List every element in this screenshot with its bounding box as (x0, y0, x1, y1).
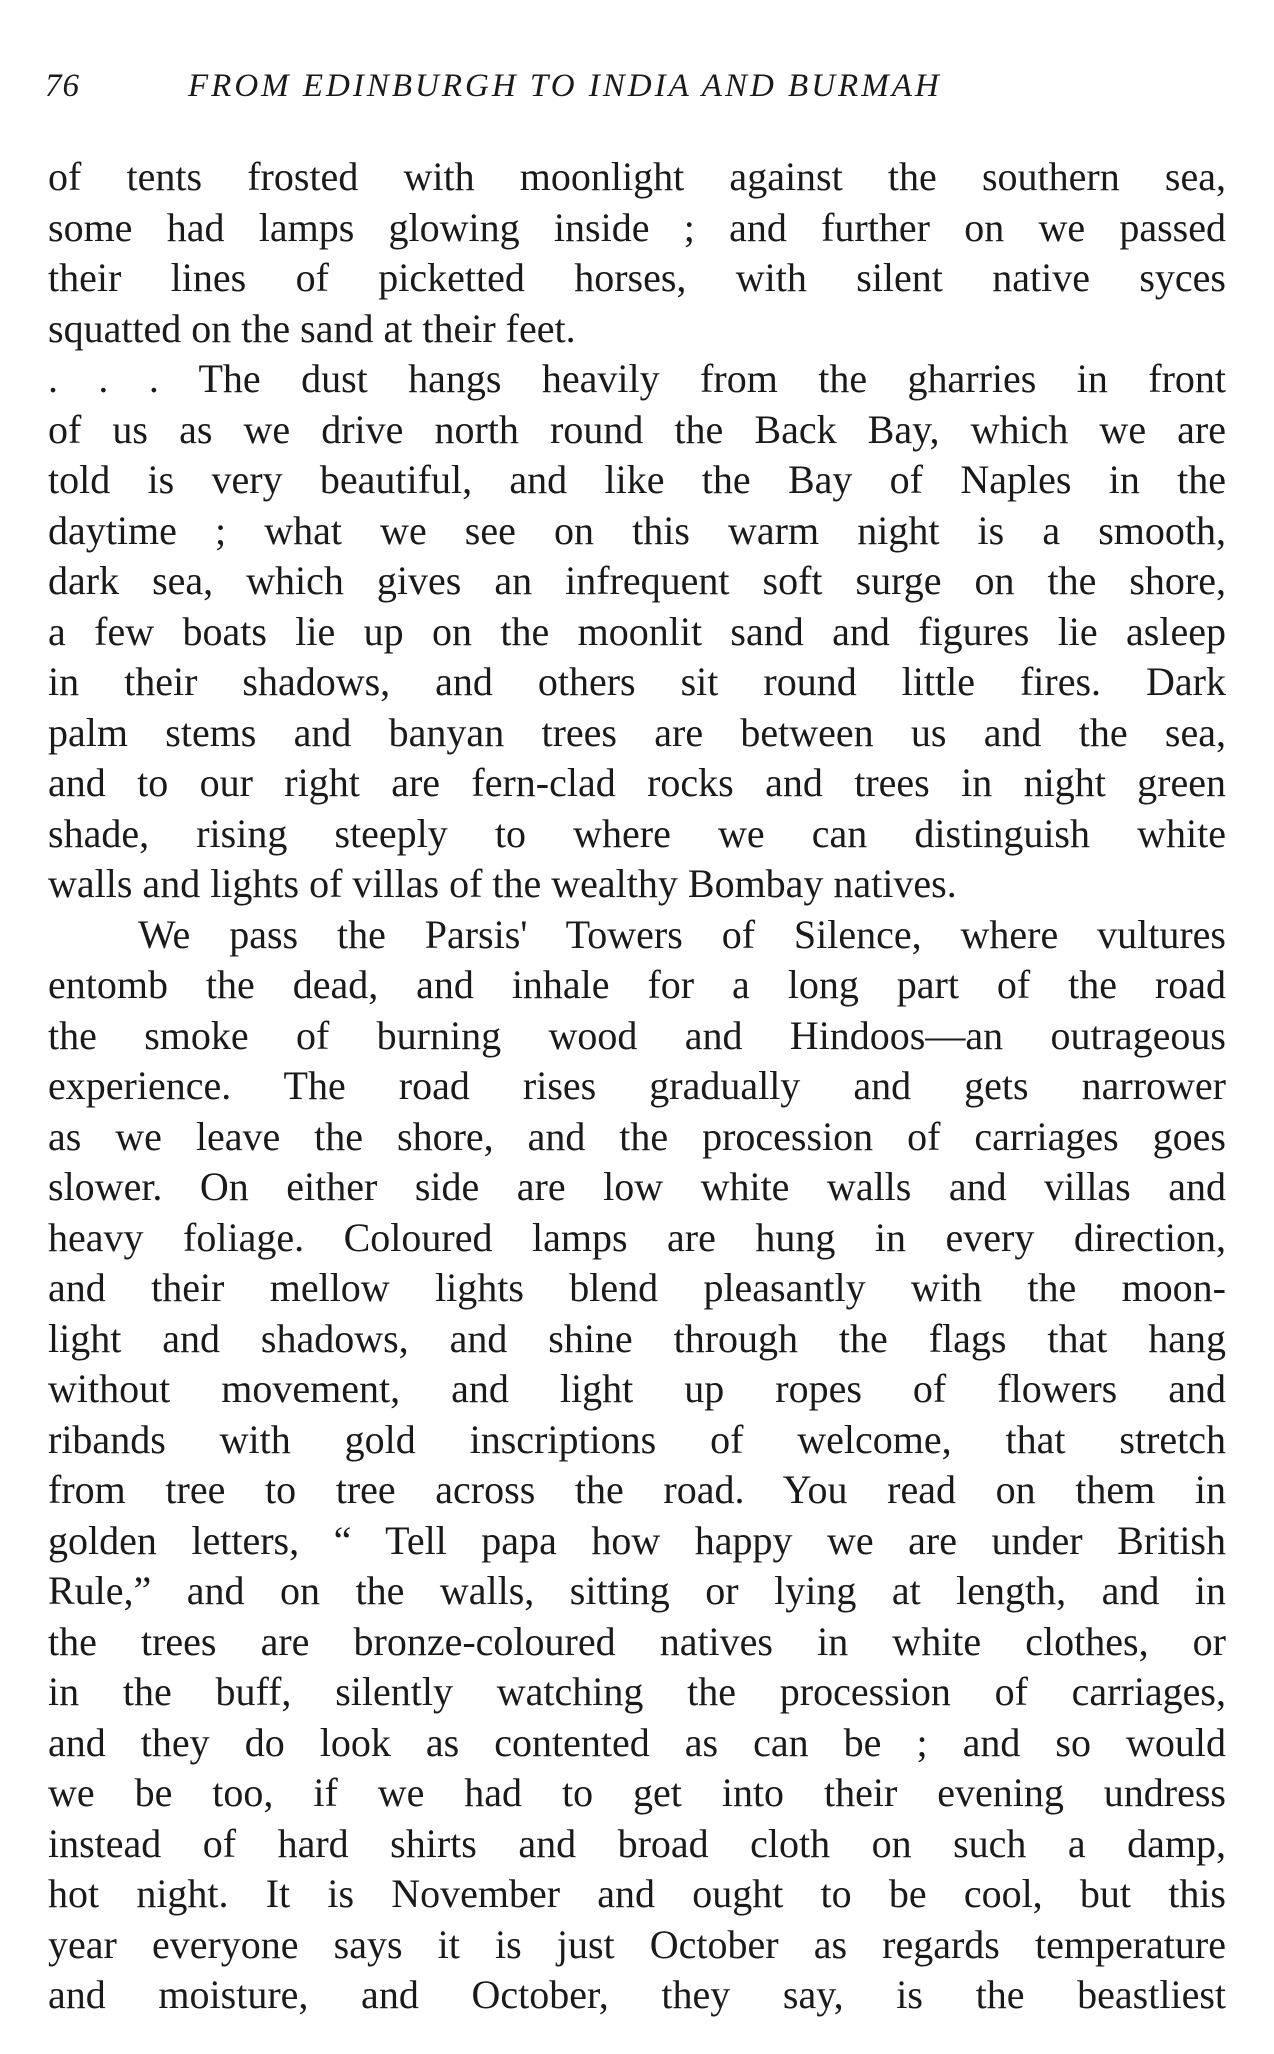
text-line: of us as we drive north round the Back Bay, which we are (48, 406, 1226, 452)
text-line: palm stems and banyan trees are between us and the sea, (48, 709, 1226, 755)
text-line: ribands with gold inscriptions of welcome, that stretch (48, 1416, 1226, 1462)
text-line: light and shadows, and shine through the flags that hang (48, 1315, 1226, 1361)
text-line: the trees are bronze-coloured natives in white clothes, or (48, 1618, 1226, 1664)
text-line: squatted on the sand at their feet. (48, 305, 576, 351)
text-line: told is very beautiful, and like the Bay of Naples in the (48, 457, 1226, 502)
text-line: in their shadows, and others sit round little fires. Dark (48, 659, 1226, 704)
page-number: 76 (45, 68, 80, 104)
page-header (45, 68, 1225, 118)
text-line: daytime ; what we see on this warm night is a smooth, (48, 507, 1226, 553)
text-line: experience. The road rises gradually and gets narrower (48, 1063, 1226, 1108)
text-line: in the buff, silently watching the procession of carriages, (48, 1669, 1226, 1714)
text-line: year everyone says it is just October as regards temperature (48, 1921, 1226, 1967)
body-text (48, 152, 1226, 2021)
text-line: hot night. It is November and ought to be cool, but this (48, 1871, 1226, 1916)
text-line: dark sea, which gives an infrequent soft surge on the shore, (48, 558, 1226, 603)
text-line: entomb the dead, and inhale for a long part of the road (48, 962, 1226, 1007)
text-line: slower. On either side are low white walls and villas and (48, 1164, 1226, 1209)
text-line: We pass the Parsis' Towers of Silence, where vultures (138, 911, 1226, 957)
text-line: shade, rising steeply to where we can distinguish white (48, 810, 1226, 856)
text-line: golden letters, “ Tell papa how happy we are under British (48, 1517, 1226, 1563)
text-line: some had lamps glowing inside ; and further on we passed (48, 204, 1226, 250)
text-line: Rule,” and on the walls, sitting or lying at length, and in (48, 1568, 1226, 1613)
text-line: as we leave the shore, and the procession of carriages goes (48, 1113, 1226, 1159)
text-line: from tree to tree across the road. You read on them in (48, 1467, 1226, 1512)
text-line: and they do look as contented as can be ; and so would (48, 1719, 1226, 1765)
text-line: and moisture, and October, they say, is the beastliest (48, 1972, 1226, 2017)
text-line: without movement, and light up ropes of flowers and (48, 1366, 1226, 1411)
text-line: and to our right are fern-clad rocks and trees in night green (48, 760, 1226, 805)
text-line: their lines of picketted horses, with silent native syces (48, 255, 1226, 300)
text-line: we be too, if we had to get into their evening undress (48, 1770, 1226, 1815)
text-line: . . . The dust hangs heavily from the gharries in front (48, 356, 1226, 401)
text-line: instead of hard shirts and broad cloth on such a damp, (48, 1820, 1226, 1866)
text-line: a few boats lie up on the moonlit sand and figures lie asleep (48, 608, 1226, 654)
text-line: heavy foliage. Coloured lamps are hung in every direction, (48, 1214, 1226, 1260)
running-title: FROM EDINBURGH TO INDIA AND BURMAH (188, 68, 942, 104)
text-line: the smoke of burning wood and Hindoos—an outrageous (48, 1012, 1226, 1058)
text-line: walls and lights of villas of the wealthy Bombay natives. (48, 861, 957, 906)
text-line: and their mellow lights blend pleasantly with the moon- (48, 1265, 1226, 1310)
text-line: of tents frosted with moonlight against the southern sea, (48, 154, 1226, 199)
